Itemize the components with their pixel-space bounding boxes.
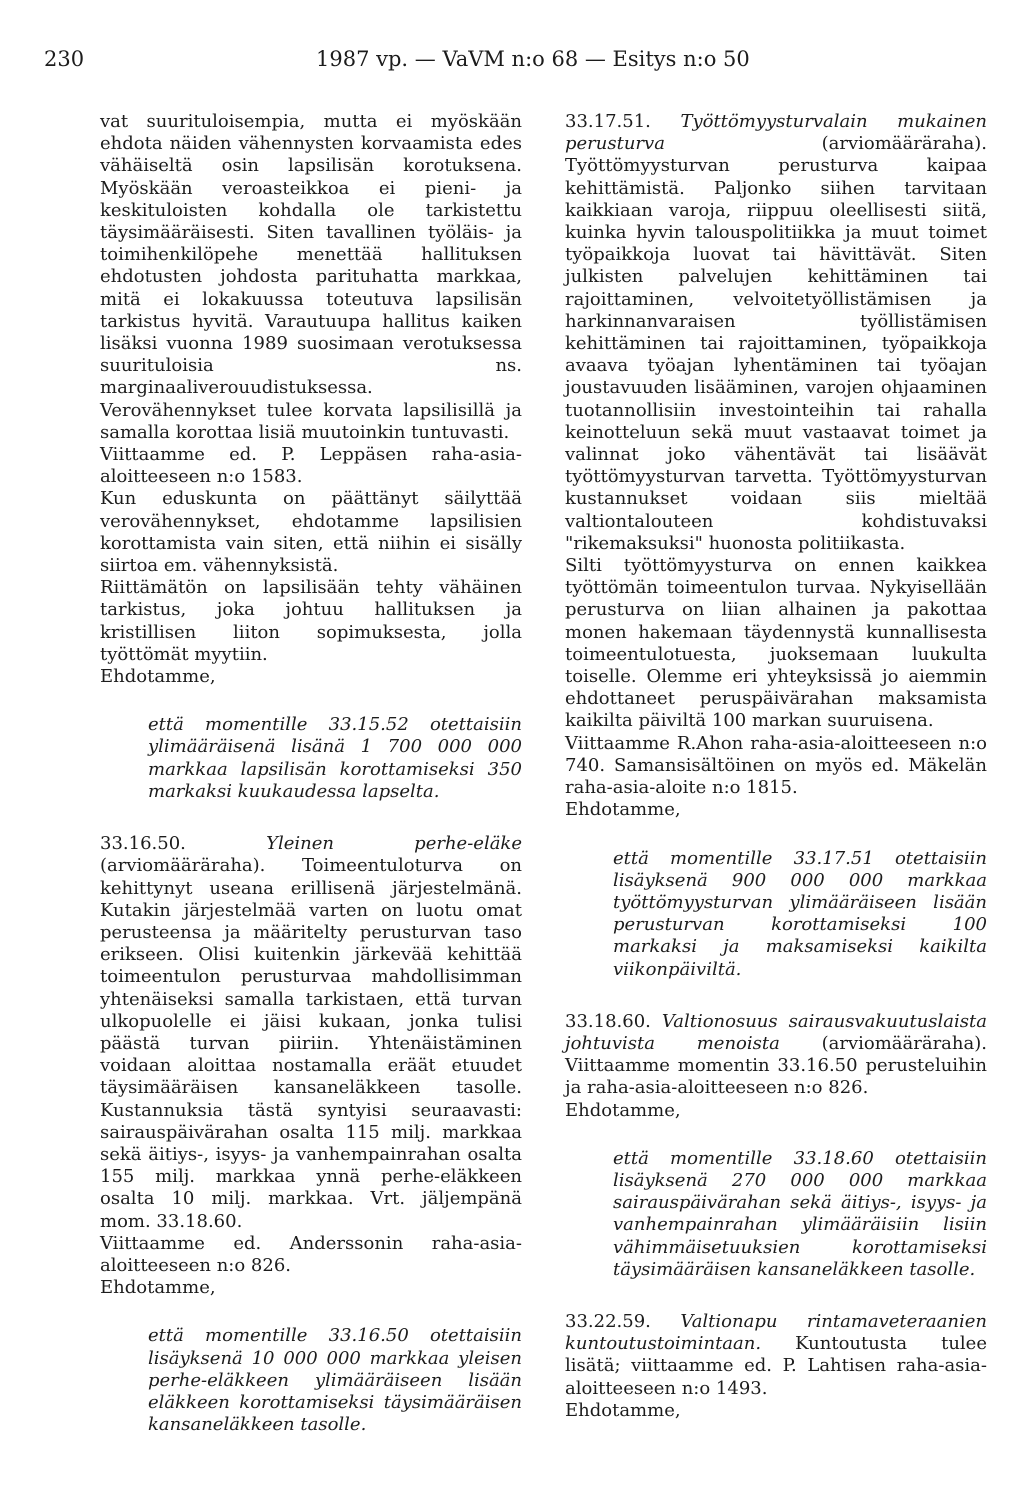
right-paragraph-6: Ehdotamme, [565, 1399, 681, 1421]
right-proposal-2: että momentille 33.18.60 otettaisiin lisäyksenä 270 000 000 markkaa sairauspäivärahan sekä äitiys-, isyys- ja vanhempainrahan ylimääräisiin lisiin vähimmäisetuuksien korottamiseksi täysimääräisen kansaneläkkeen tasolle. [613, 1147, 987, 1280]
section-code: 33.18.60. [565, 1010, 651, 1032]
left-paragraph-5: Ehdotamme, [100, 666, 216, 688]
right-proposal-1: että momentille 33.17.51 otettaisiin lisäyksenä 900 000 000 markkaa työttömyysturvan ylimääräiseen lisään perusturvan korottamiseksi 100 markaksi ja maksamiseksi kaikilta viikonpäiviltä. [613, 847, 987, 980]
section-title: Valtionosuus sairausvakuutuslaista johtuvista menoista [565, 1010, 987, 1054]
page-number: 230 [44, 47, 85, 71]
left-paragraph-7: Ehdotamme, [100, 1277, 216, 1299]
right-column [565, 111, 987, 1422]
section-title: Työttömyysturvalain mukainen perusturva [565, 111, 987, 155]
left-proposal-1: että momentille 33.15.52 otettaisiin ylimääräisenä lisänä 1 700 000 000 markkaa lapsilisän korottamiseksi 350 markaksi kuukaudessa lapselta. [148, 714, 522, 802]
left-paragraph-6: Viittaamme ed. Anderssonin raha-asia-aloitteeseen n:o 826. [100, 1232, 522, 1276]
section-text: Kuntoutusta tulee lisätä; viittaamme ed. P. Lahtisen raha-asia-aloitteeseen n:o 1493. [565, 1333, 987, 1399]
right-paragraph-2: Silti työttömyysturva on ennen kaikkea työttömän toimeentulon turvaa. Nykyisellään perusturva on liian alhainen ja pakottaa monen hakemaan täydennystä kunnallisesta toimeentulotuesta, juoksemaan luukulta toiselle. Olemme eri yhteyksissä jo aiemmin ehdottaneet peruspäivärahan maksamista kaikilta päiviltä 100 markan suuruisena. [565, 555, 987, 732]
section-title: Yleinen perhe-eläke [266, 833, 522, 855]
right-section-33-17-51 [565, 111, 987, 555]
section-title: Valtionapu rintamaveteraanien kuntoutustoimintaan. [565, 1310, 987, 1355]
left-proposal-2: että momentille 33.16.50 otettaisiin lisäyksenä 10 000 000 markkaa yleisen perhe-eläkkeen ylimääräiseen lisään eläkkeen korottamiseksi täysimääräisen kansaneläkkeen tasolle. [148, 1325, 522, 1436]
right-section-33-18-60 [565, 1011, 987, 1100]
section-code: 33.17.51. [565, 111, 651, 132]
section-code: 33.16.50. [100, 833, 186, 855]
left-paragraph-4: Riittämätön on lapsilisään tehty vähäinen tarkistus, joka johtuu hallituksen ja kristillisen liiton sopimuksesta, jolla työttömät myytiin. [100, 577, 522, 665]
left-paragraph-3: Kun eduskunta on päättänyt säilyttää verovähennykset, ehdotamme lapsilisien korottamista vain siten, että niihin ei sisälly siirtoa em. vähennyksistä. [100, 488, 522, 577]
right-paragraph-4: Ehdotamme, [565, 799, 681, 821]
left-paragraph-2: Viittaamme ed. P. Leppäsen raha-asia-aloitteeseen n:o 1583. [100, 444, 522, 488]
right-paragraph-3: Viittaamme R.Ahon raha-asia-aloitteeseen n:o 740. Samansisältöinen on myös ed. Mäkelän raha-asia-aloite n:o 1815. [565, 732, 987, 799]
left-section-33-16-50 [100, 833, 522, 1233]
section-code: 33.22.59. [565, 1310, 651, 1332]
right-paragraph-5: Ehdotamme, [565, 1099, 681, 1121]
section-text: (arviomääräraha). Työttömyysturvan perusturva kaipaa kehittämistä. Paljonko siihen tarvitaan kaikkiaan varoja, riippuu oleellisesti siitä, kuinka hyvin talouspolitiikka ja muut toimet työpaikkoja luovat tai hävittävät. Siten julkisten palvelujen kehittäminen tai rajoittaminen, velvoitetyöllistämisen ja harkinnanvaraisen työllistämisen kehittäminen tai rajoittaminen, työpaikkoja avaava työajan lyhentäminen tai työajan joustavuuden lisääminen, varojen ohjaaminen tuotannollisiin investointeihin tai rahalla keinotteluun sekä muut vastaavat toimet ja valinnat joko vähentävät tai lisäävät työttömyysturvan tarvetta. Työttömyysturvan kustannukset voidaan siis mieltää valtiontalouteen kohdistuvaksi "rikemaksuksi" huonosta politiikasta. [565, 133, 987, 554]
right-section-33-22-59 [565, 1311, 987, 1400]
section-text: (arviomääräraha). Viittaamme momentin 33.16.50 perusteluihin ja raha-asia-aloitteeseen n:o 826. [565, 1032, 987, 1099]
left-column [100, 111, 522, 1436]
section-text: (arviomääräraha). Toimeentuloturva on kehittynyt useana erillisenä järjestelmänä. Kutakin järjestelmää varten on luotu omat perusteensa ja määritelty perusturvan taso erikseen. Olisi kuitenkin järkevää kehittää toimeentulon perusturvaa mahdollisimman yhtenäiseksi samalla tarkistaen, että turvan ulkopuolelle ei jäisi kukaan, jonka tulisi päästä turvan piiriin. Yhtenäistäminen voidaan aloittaa nostamalla eräät etuudet täysimääräisen kansaneläkkeen tasolle. Kustannuksia tästä syntyisi seuraavasti: sairauspäivärahan osalta 115 milj. markkaa sekä äitiys-, isyys- ja vanhempainrahan osalta 155 milj. markkaa ynnä perhe-eläkkeen osalta 10 milj. markkaa. Vrt. jäljempänä mom. 33.18.60. [100, 855, 522, 1232]
running-title: 1987 vp. — VaVM n:o 68 — Esitys n:o 50 [316, 47, 750, 71]
left-paragraph-1: vat suurituloisempia, mutta ei myöskään ehdota näiden vähennysten korvaamista edes vähäiseltä osin lapsilisän korotuksena. Myöskään veroasteikkoa ei pieni- ja keskituloisten kohdalla ole tarkistettu täysimääräisesti. Siten tavallinen työläis- ja toimihenkilöpehe menettää hallituksen ehdotusten johdosta parituhatta markkaa, mitä ei lokakuussa toteutuva lapsilisän tarkistus hyvitä. Varautuupa hallitus kaiken lisäksi vuonna 1989 suosimaan verotuksessa suurituloisia ns. marginaaliverouudistuksessa. Verovähennykset tulee korvata lapsilisillä ja samalla korottaa lisiä muutoinkin tuntuvasti. [100, 111, 522, 443]
